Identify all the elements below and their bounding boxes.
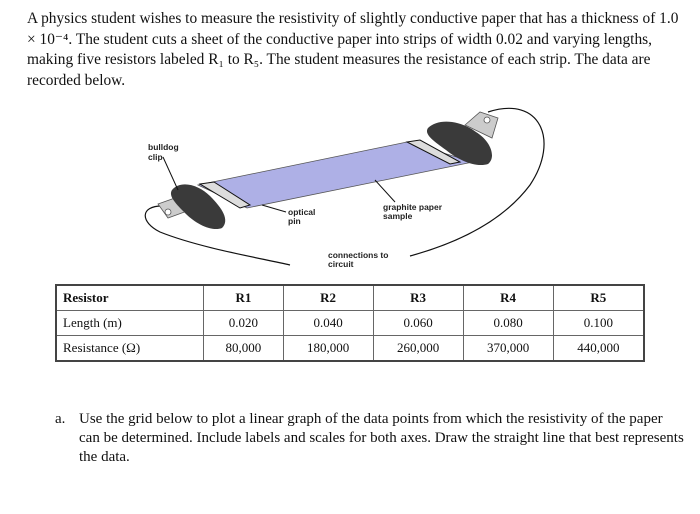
header-cell: R4 bbox=[463, 285, 553, 311]
label-bulldog: bulldog bbox=[148, 142, 179, 152]
header-cell: Resistor bbox=[56, 285, 204, 311]
label-pin: pin bbox=[288, 216, 301, 226]
label-connections: connections to bbox=[328, 250, 389, 260]
row-label: Length (m) bbox=[56, 311, 204, 336]
row-label: Resistance (Ω) bbox=[56, 336, 204, 362]
table-cell: 370,000 bbox=[463, 336, 553, 362]
header-cell: R1 bbox=[204, 285, 283, 311]
table-cell: 0.040 bbox=[283, 311, 373, 336]
label-circuit: circuit bbox=[328, 259, 354, 269]
header-cell: R3 bbox=[373, 285, 463, 311]
table-cell: 0.100 bbox=[553, 311, 644, 336]
question-text: Use the grid below to plot a linear graph of the data points from which the resistivity of the paper can be determined. Include labels and scales for both axes. Draw the straight line that best represents the data. bbox=[79, 411, 684, 465]
label-graphite: graphite paper bbox=[383, 202, 443, 212]
label-optical: optical bbox=[288, 207, 316, 217]
table-row bbox=[56, 336, 644, 362]
table-cell: 0.080 bbox=[463, 311, 553, 336]
question-a bbox=[55, 410, 685, 467]
label-sample: sample bbox=[383, 211, 413, 221]
data-table bbox=[55, 284, 645, 362]
table-cell: 80,000 bbox=[204, 336, 283, 362]
table-cell: 180,000 bbox=[283, 336, 373, 362]
table-cell: 0.020 bbox=[204, 311, 283, 336]
table-cell: 0.060 bbox=[373, 311, 463, 336]
table-header-row bbox=[56, 285, 644, 311]
label-clip: clip bbox=[148, 152, 163, 162]
intro-text: A physics student wishes to measure the resistivity of slightly conductive paper that has a thickness of 1.0 × 10⁻⁴. The student cuts a sheet of the conductive paper into strips of width 0.02 and varying lengths, making five resistors labeled R₁ to R₅. The student measures the resistance of each strip. The data are recorded below. bbox=[27, 10, 679, 89]
table-cell: 260,000 bbox=[373, 336, 463, 362]
table-row bbox=[56, 311, 644, 336]
header-cell: R5 bbox=[553, 285, 644, 311]
header-cell: R2 bbox=[283, 285, 373, 311]
question-number: a. bbox=[55, 411, 66, 427]
table-cell: 440,000 bbox=[553, 336, 644, 362]
